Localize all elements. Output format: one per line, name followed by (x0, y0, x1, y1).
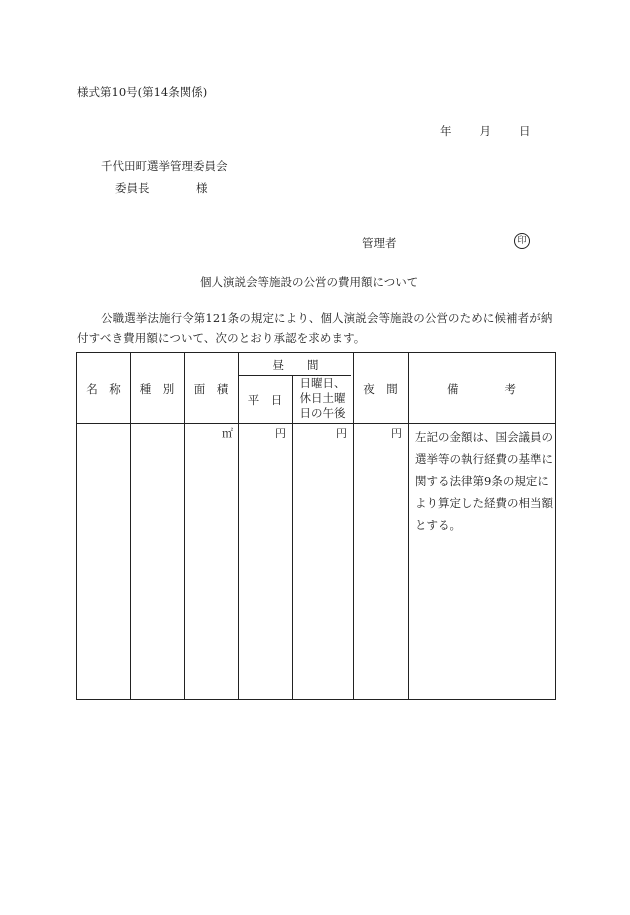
manager-label: 管理者 (362, 236, 397, 250)
header-area: 面 積 (193, 382, 229, 396)
unit-area: ㎡ (222, 427, 233, 440)
date-month: 月 (479, 124, 491, 138)
addressee-title: 委員長 (115, 181, 150, 195)
header-daytime: 昼 間 (272, 358, 319, 372)
seal-mark: 印 (514, 233, 530, 249)
cost-table (76, 352, 556, 700)
header-weekday: 平 日 (247, 393, 283, 407)
addressee-honorific: 様 (196, 181, 208, 195)
header-remarks: 備 考 (447, 382, 516, 396)
document-title: 個人演説会等施設の公営の費用額について (200, 275, 419, 289)
addressee-org: 千代田町選挙管理委員会 (101, 159, 228, 173)
header-name: 名 称 (86, 382, 121, 396)
date-year: 年 (440, 124, 452, 138)
header-type: 種 別 (139, 382, 175, 396)
date-day: 日 (519, 124, 531, 138)
header-night: 夜 間 (363, 382, 398, 396)
form-number: 様式第10号(第14条関係) (77, 85, 208, 99)
unit-night: 円 (391, 427, 402, 440)
header-sunday-holiday: 日曜日、 休日土曜 日の午後 (299, 376, 346, 420)
remarks-text: 左記の金額は、国会議員の選挙等の執行経費の基準に関する法律第9条の規定により算定した経費の相当額とする。 (415, 430, 553, 532)
unit-sat: 円 (336, 427, 347, 440)
date-row (440, 123, 531, 139)
unit-weekday: 円 (275, 427, 286, 440)
body-text: 公職選挙法施行令第121条の規定により、個人演説会等施設の公営のために候補者が納付すべき費用額について、次のとおり承認を求めます。 (77, 311, 553, 345)
